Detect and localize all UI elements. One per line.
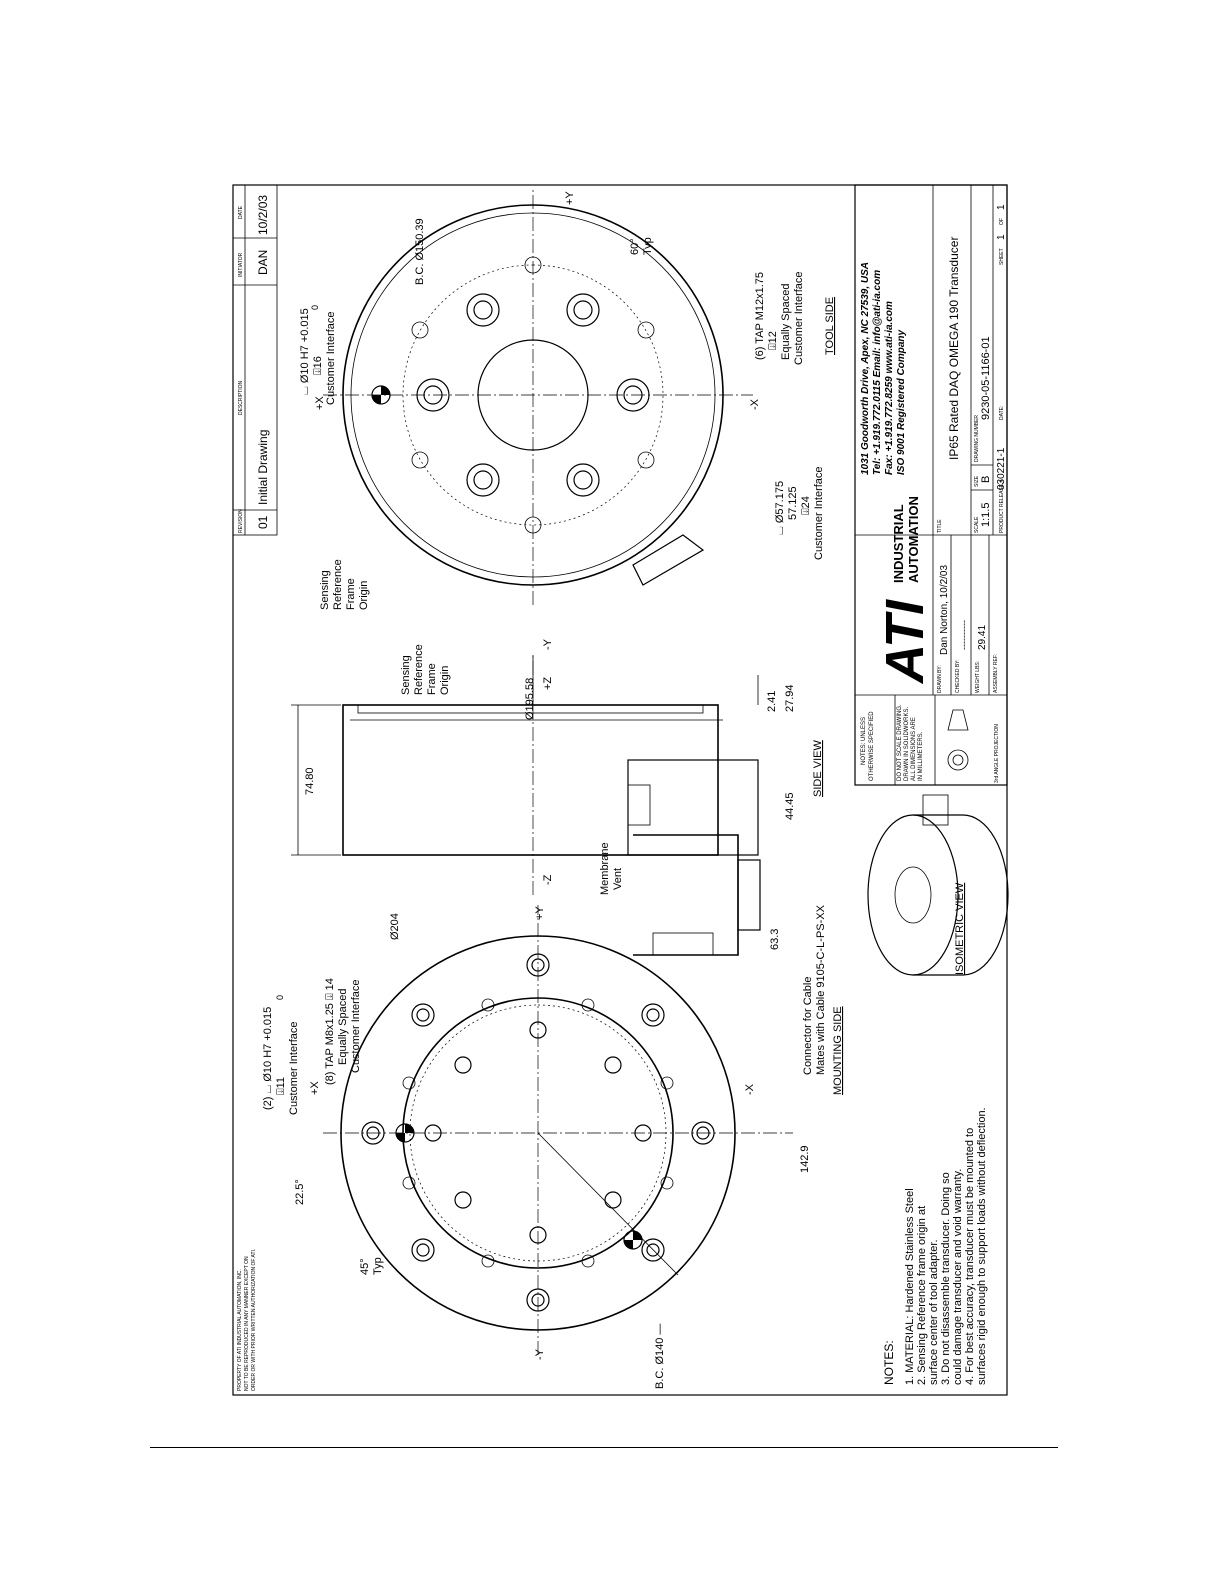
tool-axis-py: +Y: [564, 191, 576, 205]
rev-description: Initial Drawing: [256, 429, 270, 505]
mounting-axis-my: -Y: [534, 1349, 546, 1360]
proprietary-line-1: PROPERTY OF ATI INDUSTRIAL AUTOMATION, INC.: [237, 1269, 243, 1391]
dim-45: 45°: [359, 1258, 371, 1275]
note-6: 4. For best accuracy, transducer must be mounted to: [964, 1127, 976, 1385]
tool-angle-2: Typ: [642, 237, 654, 255]
tool-axis-px: +X: [314, 396, 326, 410]
address-3: Fax: +1.919.772.8259 www.ati-ia.com: [884, 301, 895, 475]
note-pins-4: Customer Interface: [288, 1021, 300, 1115]
weight: 29.41: [977, 624, 988, 650]
rev-header-revision: REVISION: [238, 509, 244, 533]
ati-logo-word-1: INDUSTRIAL: [891, 504, 906, 583]
tool-connector: [633, 535, 703, 585]
tool-axis-my: -Y: [542, 639, 554, 650]
isometric-view: [868, 795, 1008, 975]
connector-plug: [738, 860, 760, 930]
tool-note-taps-1: (6) TAP M12x1.75: [754, 271, 766, 360]
rev-date: 10/2/03: [256, 194, 270, 235]
projection-circle-icon: [948, 750, 968, 770]
tool-note-bore-2: 57.125: [787, 486, 799, 520]
scale-value: 1:1.5: [980, 502, 992, 527]
tool-note-taps-4: Customer Interface: [793, 271, 805, 365]
note-taps-1: (8) TAP M8x1.25 ⍗ 14: [324, 978, 336, 1085]
note-1: 1. MATERIAL: Hardened Stainless Steel: [904, 1188, 916, 1385]
sheet-label: SHEET: [999, 248, 1005, 265]
dim-142-9: 142.9: [799, 1145, 811, 1173]
note-5: could damage transducer and void warranty.: [952, 1168, 964, 1385]
dim-44-45: 44.45: [784, 792, 796, 820]
dim-27-94: 27.94: [784, 684, 796, 712]
tool-note-bore-4: Customer Interface: [813, 466, 825, 560]
rev-header-date: DATE: [238, 206, 244, 219]
title-label: TITLE: [937, 519, 943, 533]
side-axis-pz: +Z: [542, 676, 554, 690]
tool-note-taps-2: ⍗12: [767, 331, 779, 350]
rev-number: 01: [256, 515, 270, 529]
mounting-side-view: [262, 835, 844, 1389]
connector-1: Connector for Cable: [802, 976, 814, 1075]
proprietary-line-2: NOT TO BE REPRODUCED IN ANY MANNER EXCEPT ON: [244, 1256, 250, 1391]
landscape-drawing: [233, 185, 1008, 1395]
scale-label: SCALE: [974, 516, 980, 533]
ati-logo-word-2: AUTOMATION: [906, 496, 921, 583]
no-scale-2: DRAWN IN SOLIDWORKS.: [904, 706, 910, 781]
tool-origin-3: Frame: [345, 578, 357, 610]
size-label: SIZE: [974, 475, 980, 487]
rev-header-description: DESCRIPTION: [238, 380, 244, 415]
drawing-number: 9230-05-1166-01: [980, 336, 992, 420]
no-scale-1: DO NOT SCALE DRAWING.: [897, 704, 903, 781]
dim-45-typ: Typ: [372, 1257, 384, 1275]
isometric-title: ISOMETRIC VIEW: [954, 882, 966, 975]
drawing-number-label: DRAWING NUMBER: [974, 414, 980, 462]
dim-22-5: 22.5°: [294, 1179, 306, 1205]
tool-origin-2: Reference: [332, 559, 344, 610]
address-1: 1031 Goodworth Drive, Apex, NC 27539, USA: [860, 261, 871, 475]
side-origin-1: Sensing: [400, 655, 412, 695]
tool-angle-1: 60°: [629, 238, 641, 255]
notes-heading: NOTES:: [882, 1340, 896, 1385]
address-4: ISO 9001 Registered Company: [896, 329, 907, 475]
dim-2-41: 2.41: [766, 690, 778, 712]
note-3: surface center of tool adapter.: [928, 1239, 940, 1385]
release-value: 030221-1: [996, 447, 1007, 490]
dim-195-58: Ø195.58: [524, 677, 536, 720]
side-origin-4: Origin: [439, 665, 451, 695]
mounting-side-title: MOUNTING SIDE: [832, 1006, 844, 1095]
dim-63-3: 63.3: [769, 928, 781, 950]
dim-74-80: 74.80: [304, 767, 316, 795]
side-origin-3: Frame: [426, 663, 438, 695]
ati-logo-mark: ATI: [875, 600, 935, 683]
side-view: [291, 644, 824, 895]
mounting-axis-px: +X: [309, 1081, 321, 1095]
note-taps-3: Customer Interface: [350, 979, 362, 1073]
projection-cone-icon: [948, 710, 968, 730]
tool-note-bore-1: ⌴ Ø57.175: [774, 480, 786, 535]
note-7: surfaces rigid enough to support loads without deflection.: [976, 1107, 988, 1385]
tool-side-view: [299, 190, 836, 650]
weight-label: WEIGHT LBS:: [975, 660, 981, 693]
tool-axis-mx: -X: [749, 399, 761, 410]
membrane-1: Membrane: [599, 842, 611, 895]
tool-side-title: TOOL SIDE: [824, 296, 836, 355]
connector-2: Mates with Cable 9105-C-L-PS-XX: [815, 905, 827, 1075]
release-label: PRODUCT RELEASE #: [999, 479, 1005, 533]
tool-note-pin-2: 0: [310, 304, 320, 310]
checked-by-label: CHECKED BY:: [955, 659, 961, 693]
no-scale-3: ALL DIMENSIONS ARE: [911, 717, 917, 781]
notes-block: [882, 1107, 988, 1385]
title-block: [855, 185, 1007, 785]
side-axis-mz: -Z: [542, 874, 554, 885]
page-footer-rule: [150, 1447, 1058, 1448]
tool-origin-1: Sensing: [319, 570, 331, 610]
revision-block: [233, 185, 277, 535]
drawn-by-label: DRAWN BY:: [937, 665, 943, 693]
tool-note-bore-3: ⍗24: [800, 496, 812, 515]
size-value: B: [980, 475, 992, 483]
tool-bc: B.C. Ø150.39: [414, 218, 426, 285]
unless-1: NOTES: UNLESS: [861, 716, 867, 765]
mounting-axis-mx: -X: [744, 1084, 756, 1095]
side-view-title: SIDE VIEW: [812, 740, 824, 797]
note-pins-3: ⍗11: [275, 1076, 287, 1095]
tool-note-pin-1: ⌴ Ø10 H7 +0.015: [299, 308, 311, 395]
drawing-title: IP65 Rated DAQ OMEGA 190 Transducer: [947, 236, 961, 460]
mounting-axis-py: +Y: [534, 906, 546, 920]
membrane-2: Vent: [612, 867, 624, 890]
side-origin-2: Reference: [413, 644, 425, 695]
iso-body: [868, 815, 958, 975]
drawn-by: Dan Norton, 10/2/03: [939, 564, 950, 655]
pin-mark-x-fill: [405, 1124, 414, 1133]
unless-2: OTHERWISE SPECIFIED: [869, 711, 875, 781]
note-pins-1: (2) ⌴ Ø10 H7 +0.015: [262, 1006, 274, 1110]
note-taps-2: Equally Spaced: [337, 988, 349, 1065]
tool-origin-4: Origin: [358, 580, 370, 610]
mounting-connector-housing: [633, 835, 738, 955]
tool-note-pin-3: ⍗16: [312, 356, 324, 375]
assembly-label: ASSEMBLY REF:: [993, 653, 999, 693]
no-scale-4: IN MILLIMETERS.: [918, 731, 924, 781]
proprietary-note: [237, 1249, 257, 1391]
sheet-value: 1: [996, 234, 1007, 240]
sheet-total: 1: [996, 204, 1007, 210]
of-label: OF: [999, 218, 1005, 225]
projection-label: 3rd ANGLE PROJECTION: [994, 724, 1000, 783]
checked-by: ----------: [959, 620, 969, 650]
side-body: [343, 705, 718, 855]
ati-logo: [875, 496, 935, 685]
address-2: Tel: +1.919.772.0115 Email: info@ati-ia.com: [872, 269, 883, 475]
tool-note-pin-4: Customer Interface: [325, 311, 337, 405]
note-pins-2: 0: [275, 994, 285, 1000]
dim-bc140: B.C. Ø140 —: [654, 1323, 666, 1389]
tool-note-taps-3: Equally Spaced: [780, 283, 792, 360]
rev-header-initiator: INITIATOR: [238, 252, 244, 277]
note-2: 2. Sensing Reference frame origin at: [916, 1205, 928, 1385]
rev-initiator: DAN: [256, 249, 270, 275]
dim-204: Ø204: [389, 913, 401, 940]
date-label: DATE:: [999, 405, 1005, 420]
proprietary-line-3: ORDER OR WITH PRIOR WRITTEN AUTHORIZATION OF ATI.: [251, 1248, 257, 1391]
note-4: 3. Do not disassemble transducer. Doing so: [940, 1172, 952, 1385]
